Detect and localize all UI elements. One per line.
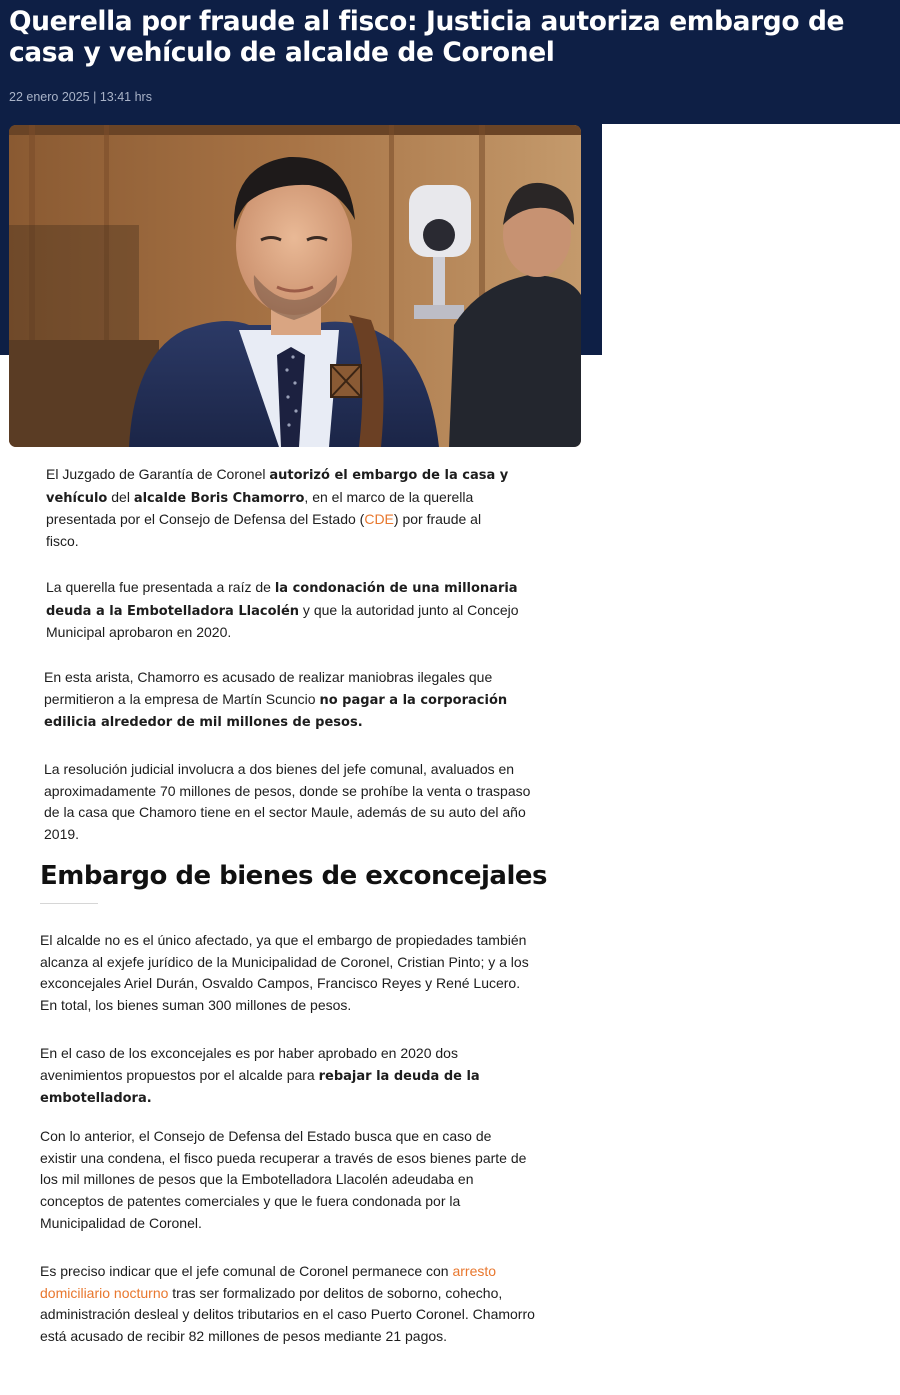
paragraph-3 bbox=[44, 667, 534, 734]
subheading-divider bbox=[40, 903, 98, 904]
text-span: tras ser formalizado por delitos de soborno, cohecho, administración desleal y delitos tributarios en el caso Puerto Coronel. Chamorro está acusado de recibir 82 millones de pesos mediante 21 pagos. bbox=[40, 1284, 535, 1345]
text-span: El Juzgado de Garantía de Coronel bbox=[46, 466, 270, 482]
text-span: y que la autoridad junto al Concejo Municipal aprobaron en 2020. bbox=[46, 601, 519, 641]
text-span: ) por fraude al fisco. bbox=[46, 511, 482, 550]
paragraph-1 bbox=[46, 464, 516, 553]
text-span: La resolución judicial involucra a dos bienes del jefe comunal, avaluados en aproximadamente 70 millones de pesos, donde se prohíbe la venta o traspaso de la casa que Chamoro tiene en el sector Maule, además de su auto del año 2019. bbox=[44, 761, 531, 843]
paragraph-5 bbox=[40, 930, 540, 1017]
cde-link[interactable]: CDE bbox=[364, 511, 394, 528]
paragraph-6 bbox=[40, 1043, 520, 1110]
text-span: Es preciso indicar que el jefe comunal de Coronel permanece con bbox=[40, 1263, 453, 1279]
text-span: Con lo anterior, el Consejo de Defensa del Estado busca que en caso de existir una condena, el fisco pueda recuperar a través de esos bienes parte de los mil millones de pesos que la Embotelladora Llacolén adeudaba en conceptos de patentes comerciales y que le fuera condonada por la Municipalidad de Coronel. bbox=[40, 1128, 527, 1231]
text-span: En esta arista, Chamorro es acusado de realizar maniobras ilegales que permitieron a la empresa de Martín Scuncio bbox=[44, 669, 493, 707]
text-span: En el caso de los exconcejales es por haber aprobado en 2020 dos avenimientos propuestos por el alcalde para bbox=[40, 1045, 458, 1083]
article-date: 22 enero 2025 | 13:41 hrs bbox=[9, 90, 152, 104]
text-span: La querella fue presentada a raíz de bbox=[46, 579, 275, 595]
bold-text: no pagar a la corporación edilicia alrededor de mil millones de pesos. bbox=[44, 692, 508, 731]
article-photo bbox=[9, 125, 581, 447]
section-subheading: Embargo de bienes de exconcejales bbox=[40, 861, 547, 891]
paragraph-8 bbox=[40, 1261, 538, 1348]
bold-text: la condonación de una millonaria deuda a la Embotelladora Llacolén bbox=[46, 581, 518, 619]
paragraph-7 bbox=[40, 1126, 528, 1235]
news-photo-icon bbox=[9, 125, 581, 447]
text-span: , en el marco de la querella presentada por el Consejo de Defensa del Estado ( bbox=[46, 488, 474, 528]
paragraph-4 bbox=[44, 759, 540, 846]
text-span: del bbox=[107, 488, 134, 505]
bold-text: rebajar la deuda de la embotelladora. bbox=[40, 1068, 480, 1107]
bold-text: alcalde Boris Chamorro bbox=[133, 490, 305, 506]
paragraph-2 bbox=[46, 577, 531, 644]
text-span: El alcalde no es el único afectado, ya que el embargo de propiedades también alcanza al exjefe jurídico de la Municipalidad de Coronel, Cristian Pinto; y a los exconcejales Ariel Durán, Osvaldo Campos, Francisco Reyes y René Lucero. En total, los bienes suman 300 millones de pesos. bbox=[40, 932, 529, 1014]
article-title: Querella por fraude al fisco: Justicia autoriza embargo de casa y vehículo de alcalde de Coronel bbox=[9, 6, 845, 68]
arresto-domiciliario-link[interactable]: arresto domiciliario nocturno bbox=[40, 1263, 497, 1301]
bold-text: autorizó el embargo de la casa y vehículo bbox=[46, 468, 509, 506]
